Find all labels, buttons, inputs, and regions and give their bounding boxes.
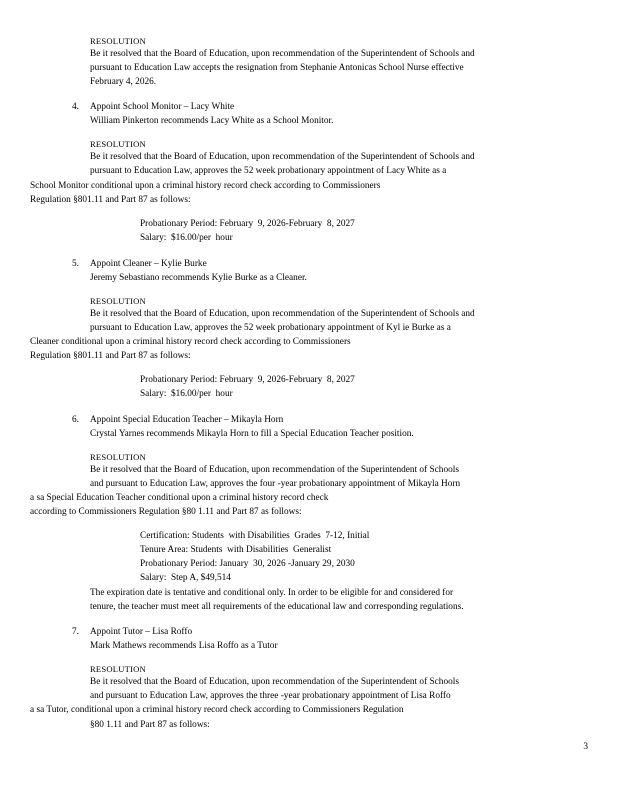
list-item-body (90, 626, 588, 654)
resolution-line: Be it resolved that the Board of Education, upon recommendation of the Superintendent of Schools and (90, 49, 475, 59)
tenure-note (90, 586, 588, 614)
resolution-line: and pursuant to Education Law, approves the four -year probationary appointment of Mikayla Horn (90, 478, 461, 489)
detail-line: Tenure Area: Students with Disabilities Generalist (140, 545, 332, 556)
resolution-line: pursuant to Education Law, approves the 52 week probationary appointment of Kyl ie Burke as a (90, 322, 451, 333)
appointment-details (140, 374, 588, 402)
detail-line: Probationary Period: January 30, 2026 -January 29, 2030 (140, 559, 355, 570)
list-item-number: 5. (72, 258, 79, 269)
detail-line: Probationary Period: February 9, 2026-February 8, 2027 (140, 218, 355, 229)
resolution-line: Cleaner conditional upon a criminal history record check according to Commissioners (30, 336, 351, 347)
list-item-title: Appoint Tutor – Lisa Roffo (90, 627, 193, 638)
resolution-line: §80 1.11 and Part 87 as follows: (90, 719, 210, 730)
list-item-number: 4. (72, 102, 79, 113)
detail-line: Certification: Students with Disabilities Grades 7-12, Initial (140, 531, 370, 542)
resolution-line: according to Commissioners Regulation §80 1.11 and Part 87 as follows: (30, 507, 302, 518)
note-line: tenure, the teacher must meet all requirements of the educational law and corresponding regulations. (90, 602, 464, 613)
list-item-title: Appoint School Monitor – Lacy White (90, 102, 235, 113)
detail-line: Salary: Step A, $49,514 (140, 573, 231, 584)
list-item-title: Appoint Special Education Teacher – Mikayla Horn (90, 414, 284, 425)
appointment-details (140, 218, 588, 246)
list-item-body (90, 414, 588, 442)
list-item (72, 626, 588, 654)
detail-line: Salary: $16.00/per hour (140, 232, 233, 243)
detail-line: Salary: $16.00/per hour (140, 388, 233, 399)
resolution-body (90, 307, 588, 335)
resolution-line: Regulation §801.11 and Part 87 as follows: (30, 350, 191, 361)
list-item-body (90, 101, 588, 129)
resolution-line: a sa Special Education Teacher conditional upon a criminal history record check (30, 493, 329, 503)
list-item-subtitle: William Pinkerton recommends Lacy White as a School Monitor. (90, 116, 334, 127)
resolution-heading: RESOLUTION (90, 139, 146, 150)
list-item-subtitle: Jeremy Sebastiano recommends Kylie Burke as a Cleaner. (90, 272, 307, 283)
resolution-continuation (30, 179, 588, 207)
list-item (72, 258, 588, 286)
resolution-line: Regulation §801.11 and Part 87 as follows: (30, 194, 191, 205)
resolution-body (90, 47, 588, 89)
resolution-line: Be it resolved that the Board of Education, upon recommendation of the Superintendent of Schools (90, 464, 459, 475)
list-item-number: 7. (72, 627, 79, 638)
list-item-body (90, 258, 588, 286)
list-item-subtitle: Mark Mathews recommends Lisa Roffo as a Tutor (90, 641, 278, 652)
appointment-details (140, 530, 588, 586)
resolution-line: a sa Tutor, conditional upon a criminal history record check according to Commissioners Regulation (30, 705, 404, 716)
resolution-heading: RESOLUTION (90, 451, 146, 462)
list-item-subtitle: Crystal Yarnes recommends Mikayla Horn to fill a Special Education Teacher position. (90, 428, 414, 439)
resolution-line: School Monitor conditional upon a criminal history record check according to Commissioners (30, 180, 381, 191)
resolution-line: pursuant to Education Law accepts the resignation from Stephanie Antonicas School Nurse effective (90, 63, 464, 74)
list-item-number: 6. (72, 414, 79, 425)
resolution-line: February 4, 2026. (90, 77, 157, 88)
resolution-continuation (30, 491, 588, 519)
resolution-continuation (30, 703, 588, 731)
resolution-line: Be it resolved that the Board of Education, upon recommendation of the Superintendent of Schools and (90, 308, 475, 319)
resolution-body (90, 463, 588, 491)
list-item-title: Appoint Cleaner – Kylie Burke (90, 258, 207, 269)
resolution-line: and pursuant to Education Law, approves the three -year probationary appointment of Lisa Roffo (90, 691, 451, 702)
resolution-body (90, 150, 588, 178)
resolution-line: Be it resolved that the Board of Education, upon recommendation of the Superintendent of Schools (90, 677, 459, 688)
resolution-heading: RESOLUTION (90, 295, 146, 306)
list-item (72, 101, 588, 129)
page-number: 3 (583, 742, 588, 752)
resolution-body (90, 675, 588, 703)
resolution-line: pursuant to Education Law, approves the 52 week probationary appointment of Lacy White as a (90, 166, 447, 177)
resolution-continuation (30, 335, 588, 363)
resolution-heading: RESOLUTION (90, 664, 146, 675)
resolution-line: Be it resolved that the Board of Education, upon recommendation of the Superintendent of Schools and (90, 152, 475, 163)
note-line: The expiration date is tentative and conditional only. In order to be eligible for and considered for (90, 588, 454, 598)
resolution-heading: RESOLUTION (90, 36, 146, 46)
detail-line: Probationary Period: February 9, 2026-February 8, 2027 (140, 375, 355, 385)
list-item (72, 414, 588, 442)
